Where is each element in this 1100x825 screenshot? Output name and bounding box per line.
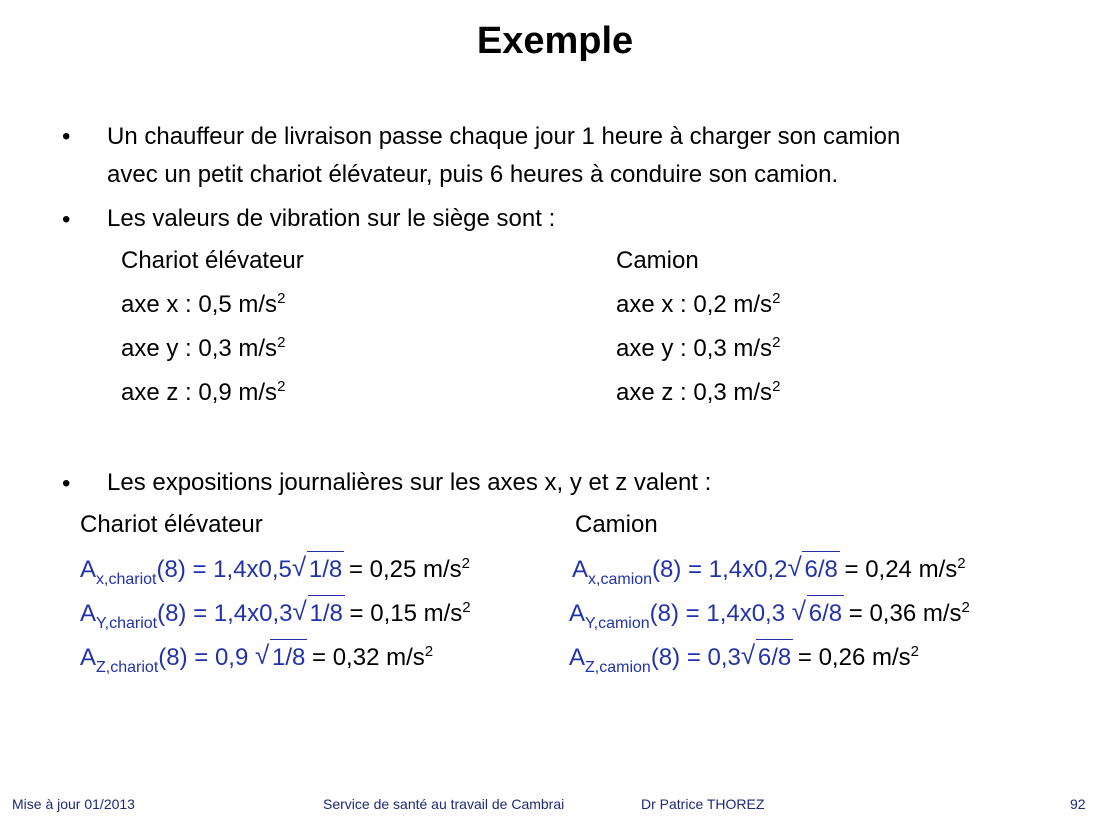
vibration-chariot-z: [121, 379, 285, 407]
bullet-marker: •: [62, 206, 71, 233]
square-root: √ 1/8: [295, 600, 343, 628]
bullet-marker: •: [62, 123, 71, 150]
formula-subscript: Y,chariot: [96, 615, 158, 632]
formula-expression: (8) = 1,4x0,3: [157, 600, 293, 627]
formula-subscript: x,camion: [588, 571, 653, 588]
formula-symbol: A: [80, 556, 97, 583]
formula-subscript: Z,chariot: [96, 659, 159, 676]
exponent: 2: [462, 599, 471, 616]
formula-symbol: A: [569, 644, 586, 671]
vibration-camion-label: Camion: [616, 247, 699, 274]
exponent: 2: [772, 290, 781, 307]
square-root: √ 6/8: [743, 644, 791, 672]
footer-author: Dr Patrice THOREZ: [641, 796, 765, 812]
formula-expression: (8) = 0,9: [158, 644, 255, 671]
expositions-chariot-label: Chariot élévateur: [80, 511, 263, 538]
exponent: 2: [424, 643, 434, 660]
exponent: 2: [277, 290, 286, 307]
exponent: 2: [277, 334, 286, 351]
vibration-chariot-x: [121, 291, 285, 319]
vibration-value: axe z : 0,3 m/s: [616, 379, 773, 406]
slide-title: Exemple: [476, 20, 634, 62]
formula-result: = 0,24 m/s: [837, 556, 958, 583]
footer-page-number: 92: [1070, 796, 1086, 812]
formula-result: = 0,26 m/s: [791, 644, 911, 671]
exponent: 2: [961, 599, 970, 616]
formula-symbol: A: [569, 600, 586, 627]
formula-camion-z: [569, 644, 919, 677]
square-root: √ 6/8: [794, 600, 842, 628]
formula-expression: (8) = 1,4x0,3: [649, 600, 792, 627]
exponent: 2: [772, 334, 781, 351]
formula-result: = 0,25 m/s: [342, 556, 462, 583]
exponent: 2: [772, 378, 781, 395]
expositions-heading: Les expositions journalières sur les axes x, y et z valent :: [107, 469, 712, 496]
formula-expression: (8) = 0,3: [650, 644, 741, 671]
exponent: 2: [910, 643, 919, 660]
vibration-value: axe y : 0,3 m/s: [121, 335, 278, 362]
footer-service: Service de santé au travail de Cambrai: [323, 796, 565, 812]
intro-line-1: Un chauffeur de livraison passe chaque jour 1 heure à charger son camion: [107, 123, 901, 150]
formula-symbol: A: [572, 556, 589, 583]
formula-chariot-y: [80, 600, 471, 633]
vibration-value: axe x : 0,2 m/s: [616, 291, 773, 318]
formula-subscript: x,chariot: [96, 571, 157, 588]
footer-update-date: Mise à jour 01/2013: [12, 796, 135, 812]
expositions-camion-label: Camion: [575, 511, 658, 538]
formula-camion-y: [569, 600, 970, 633]
intro-line-2: avec un petit chariot élévateur, puis 6 heures à conduire son camion.: [107, 161, 839, 188]
vibration-camion-x: [616, 291, 780, 319]
formula-subscript: Y,camion: [585, 615, 650, 632]
formula-subscript: Z,camion: [585, 659, 651, 676]
formula-chariot-z: [80, 644, 433, 677]
vibration-value: axe y : 0,3 m/s: [616, 335, 773, 362]
vibration-value: axe z : 0,9 m/s: [121, 379, 278, 406]
vibration-camion-y: [616, 335, 780, 363]
vibration-camion-z: [616, 379, 780, 407]
vibration-value: axe x : 0,5 m/s: [121, 291, 278, 318]
exponent: 2: [461, 555, 471, 572]
exponent: 2: [277, 378, 286, 395]
formula-result: = 0,15 m/s: [342, 600, 463, 627]
bullet-marker: •: [62, 470, 71, 497]
square-root: √ 6/8: [789, 556, 837, 584]
formula-symbol: A: [80, 644, 97, 671]
vibration-chariot-label: Chariot élévateur: [121, 247, 304, 274]
square-root: √ 1/8: [257, 644, 305, 672]
formula-chariot-x: [80, 556, 470, 589]
exponent: 2: [957, 555, 966, 572]
vibration-chariot-y: [121, 335, 285, 363]
formula-symbol: A: [80, 600, 97, 627]
formula-expression: (8) = 1,4x0,5: [156, 556, 292, 583]
vibration-heading: Les valeurs de vibration sur le siège sont :: [107, 205, 556, 232]
formula-result: = 0,36 m/s: [842, 600, 962, 627]
formula-camion-x: [572, 556, 966, 589]
intro-paragraph: [107, 118, 900, 194]
square-root: √ 1/8: [294, 556, 342, 584]
formula-expression: (8) = 1,4x0,2: [652, 556, 788, 583]
formula-result: = 0,32 m/s: [305, 644, 425, 671]
